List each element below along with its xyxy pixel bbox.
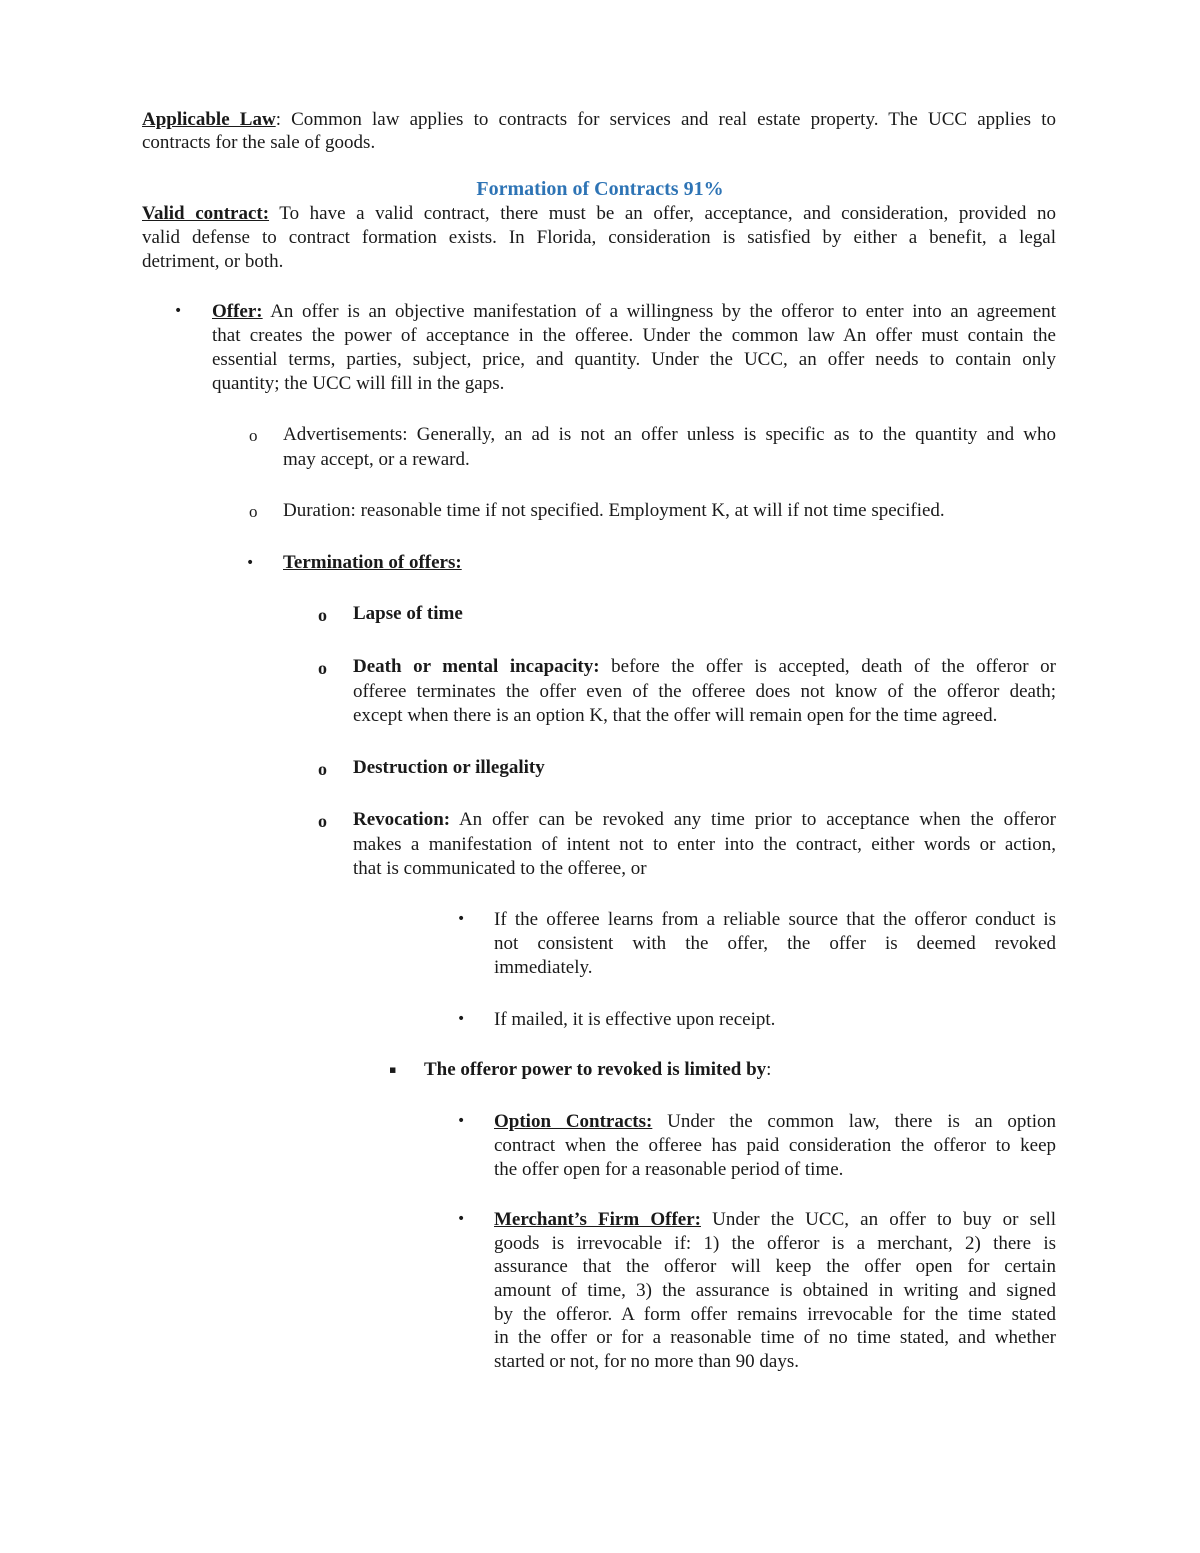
section-title: Formation of Contracts 91% [476,178,724,200]
termination-heading: Termination of offers: [283,552,462,573]
firm-offer-label: Merchant’s Firm Offer: [494,1209,701,1230]
applicable-law-text-1: : Common law applies to contracts for services and real estate property. The UCC applies to [275,109,1056,130]
advertisements-line-1: Advertisements: Generally, an ad is not an offer unless is specific as to the quantity and who [283,424,1056,445]
termination-bullet-icon: • [246,555,255,571]
offer-line-2: that creates the power of acceptance in the offeree. Under the common law An offer must contain the [212,325,1056,346]
firm-offer-bullet-icon: • [457,1211,466,1227]
firm-offer-line-5: by the offeror. A form offer remains irrevocable for the time stated [494,1304,1056,1325]
death-line-3: except when there is an option K, that the offer will remain open for the time agreed. [353,705,998,726]
learns-line-3: immediately. [494,957,593,978]
firm-offer-text-1: Under the UCC, an offer to buy or sell [700,1209,1056,1230]
mailed-line-1: If mailed, it is effective upon receipt. [494,1009,776,1030]
revocation-label: Revocation: [353,809,451,830]
option-contracts-line-3: the offer open for a reasonable period of time. [494,1159,844,1180]
valid-contract-text-1: To have a valid contract, there must be an offer, acceptance, and consideration, provided no [269,203,1057,224]
firm-offer-line-4: amount of time, 3) the assurance is obtained in writing and signed [494,1280,1056,1301]
option-contracts-text-1: Under the common law, there is an option [652,1111,1056,1132]
duration-bullet-icon: o [249,502,258,521]
revocation-line-2: makes a manifestation of intent not to enter into the contract, either words or action, [353,834,1056,855]
firm-offer-line-2: goods is irrevocable if: 1) the offeror is a merchant, 2) there is [494,1233,1056,1254]
destruction-bullet-icon: o [318,759,327,779]
power-limited-label: The offeror power to revoked is limited by [424,1059,767,1080]
learns-bullet-icon: • [457,911,466,927]
death-label: Death or mental incapacity: [353,656,600,677]
power-limited-bullet-icon: ▪ [389,1063,397,1076]
valid-contract-line-1 [142,202,1056,226]
advertisements-line-2: may accept, or a reward. [283,449,470,470]
offer-line-3: essential terms, parties, subject, price, and quantity. Under the UCC, an offer needs to contain only [212,349,1056,370]
destruction-label: Destruction or illegality [353,757,545,778]
firm-offer-line-6: in the offer or for a reasonable time of no time stated, and whether [494,1327,1056,1348]
firm-offer-line-7: started or not, for no more than 90 days. [494,1351,799,1372]
option-contracts-line-2: contract when the offeree has paid consideration the offeror to keep [494,1135,1056,1156]
revocation-line-1 [353,808,1056,832]
power-limited-line [424,1058,771,1082]
offer-text-1: An offer is an objective manifestation of a willingness by the offeror to enter into an agreement [262,301,1056,322]
offer-line-4: quantity; the UCC will fill in the gaps. [212,373,505,394]
option-contracts-label: Option Contracts: [494,1111,653,1132]
offer-bullet-icon: • [174,303,183,319]
firm-offer-line-3: assurance that the offeror will keep the offer open for certain [494,1256,1056,1277]
revocation-line-3: that is communicated to the offeree, or [353,858,647,879]
advertisements-bullet-icon: o [249,426,258,445]
learns-line-2: not consistent with the offer, the offer is deemed revoked [494,933,1056,954]
revocation-text-1: An offer can be revoked any time prior to acceptance when the offeror [450,809,1056,830]
revocation-bullet-icon: o [318,811,327,831]
death-line-1 [353,655,1056,679]
valid-contract-label: Valid contract: [142,203,270,224]
valid-contract-line-2: valid defense to contract formation exists. In Florida, consideration is satisfied by either a benefit, a legal [142,227,1056,248]
mailed-bullet-icon: • [457,1011,466,1027]
lapse-bullet-icon: o [318,605,327,625]
power-limited-tail: : [766,1059,772,1080]
firm-offer-line-1 [494,1208,1056,1232]
death-bullet-icon: o [318,658,327,678]
applicable-law-line-1 [142,108,1056,132]
death-text-1: before the offer is accepted, death of the offeror or [599,656,1056,677]
applicable-law-line-2: contracts for the sale of goods. [142,132,376,153]
option-contracts-line-1 [494,1110,1056,1134]
death-line-2: offeree terminates the offer even of the offeree does not know of the offeror death; [353,681,1056,702]
offer-line-1 [212,300,1056,324]
valid-contract-line-3: detriment, or both. [142,251,284,272]
applicable-law-label: Applicable Law [142,109,276,130]
duration-line-1: Duration: reasonable time if not specified. Employment K, at will if not time specified. [283,500,945,521]
offer-label: Offer: [212,301,263,322]
lapse-label: Lapse of time [353,603,463,624]
option-contracts-bullet-icon: • [457,1113,466,1129]
learns-line-1: If the offeree learns from a reliable source that the offeror conduct is [494,909,1056,930]
